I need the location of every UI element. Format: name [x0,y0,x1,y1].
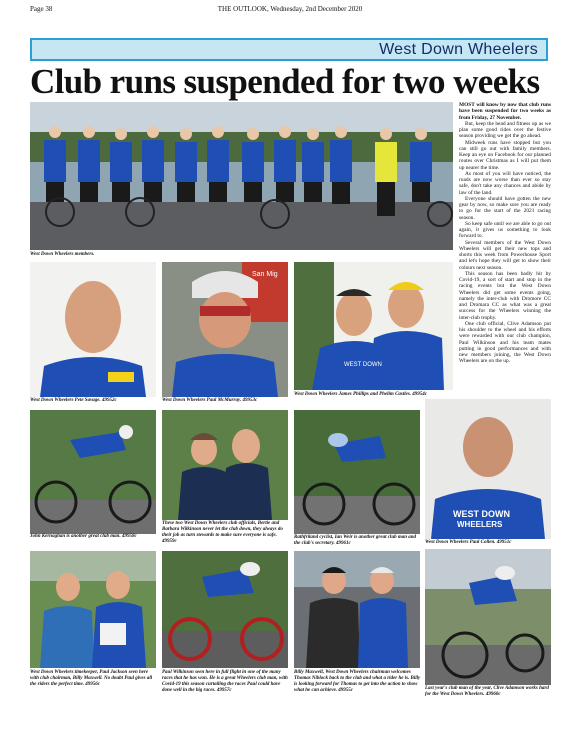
photo-timekeepers [30,551,156,668]
group-photo [30,102,453,250]
caption-john: John Kernaghan is another great club man. 49958c [30,534,137,539]
article-body [459,102,551,365]
article-lead: MOST will know by now that club runs have been suspended for two weeks as from Friday, 27 November. [459,102,551,121]
article-paragraph: This season has been badly hit by Covid-19, a sort of start and stop in the racing events but the West Down Wheelers did get some events going, namely the inter-club with Dromore CC and Dromara CC as what was a great success for the Wheelers winning the inter-club trophy. [459,270,551,321]
svg-text:WHEELERS: WHEELERS [457,520,503,529]
section-banner-title: West Down Wheelers [379,41,538,58]
caption-billy: Billy Maxwell, West Down Wheelers chairman welcomes Thomas Niblock back to the club and what a rider he is. Billy is looking forward for Thomas to get into the action to show what he can achieve. 49955c [294,670,421,693]
page-number: Page 38 [30,5,53,13]
article-paragraph: Midweek runs have stopped but you can still go out with family members. Keep an eye on Facebook for our planned routes over Christmas as I will put them up nearer the time. [459,139,551,171]
photo-paul-collen [425,399,551,539]
caption-ian: Rathfriland cyclist, Ian Weir is another great club man and the club's secretary. 49961c [294,535,417,546]
caption-paul-collen: West Down Wheelers Paul Collen. 49951c [425,540,512,545]
headline: Club runs suspended for two weeks [30,62,540,101]
caption-james-phelim: West Down Wheelers James Phillips and Phelim Castles. 49954c [294,392,428,397]
photo-paul-wilkinson [162,551,288,668]
article-paragraph: Several members of the West Down Wheelers will get their new tops and shorts this week from Powerhouse Sport and let's hope they will get to show their colours next season. [459,239,551,271]
caption-pete: West Down Wheelers Pete Savage. 49952c [30,398,117,403]
svg-text:WEST DOWN: WEST DOWN [453,509,510,519]
photo-pete-savage [30,262,156,397]
sign-text: San Mig [252,271,278,278]
caption-paul-mcmurray: West Down Wheelers Paul McMurray. 49953c [162,398,258,403]
photo-james-phelim [294,262,453,390]
caption-officials: These two West Down Wheelers club officials, Bertie and Barbara Wilkinson never let the club down, they always do their job as turn stewards to make sure everyone is safe. 49959c [162,521,283,544]
section-banner [30,38,548,61]
photo-billy-thomas [294,551,420,668]
publication-line: THE OUTLOOK, Wednesday, 2nd December 2020 [217,5,363,13]
caption-group: West Down Wheelers members. [30,252,95,257]
caption-paul-wilkinson: Paul Wilkinson seen here in full flight in one of the many races that he has won. He is a great Wheelers club man, with Covid-19 this season curtailing the races Paul could have done well in the big races. 49957c [162,670,288,693]
photo-club-officials [162,410,288,520]
article-paragraph: Everyone should have gotten the new gear by now, so make sure you are ready to go for the start of the 2021 racing season. [459,195,551,221]
article-paragraph: So keep safe until we are able to go out again, it gives us something to look forward to. [459,220,551,240]
page-header [30,3,550,15]
caption-clive: Last year's club man of the year, Clive Adamson works hard for the West Down Wheelers. 49960c [425,686,549,697]
article-paragraph: As most of you will have noticed, the roads are now worse than ever so stay safe, don't take any chances and abide by law of the land. [459,170,551,196]
article-paragraph: But, keep the head and fitness up as we plan some good rides over the festive season providing we get the go ahead. [459,120,551,140]
caption-timekeepers: West Down Wheelers timekeeper, Paul Jackson seen here with club chairman, Billy Maxwell. No doubt Paul gives all the riders the perfect time. 49956c [30,670,153,687]
svg-text:WEST DOWN: WEST DOWN [344,362,382,368]
photo-john-kernaghan [30,410,156,534]
photo-paul-mcmurray [162,262,288,397]
photo-clive-adamson [425,549,551,685]
article-paragraph: One club official, Clive Adamson put his shoulder to the wheel and his efforts were rewarded with our club champion, Paul Wilkinson and his team mates putting in good performances and with new members joining, the West Down Wheelers are on the up. [459,320,551,365]
photo-ian-weir [294,410,420,534]
